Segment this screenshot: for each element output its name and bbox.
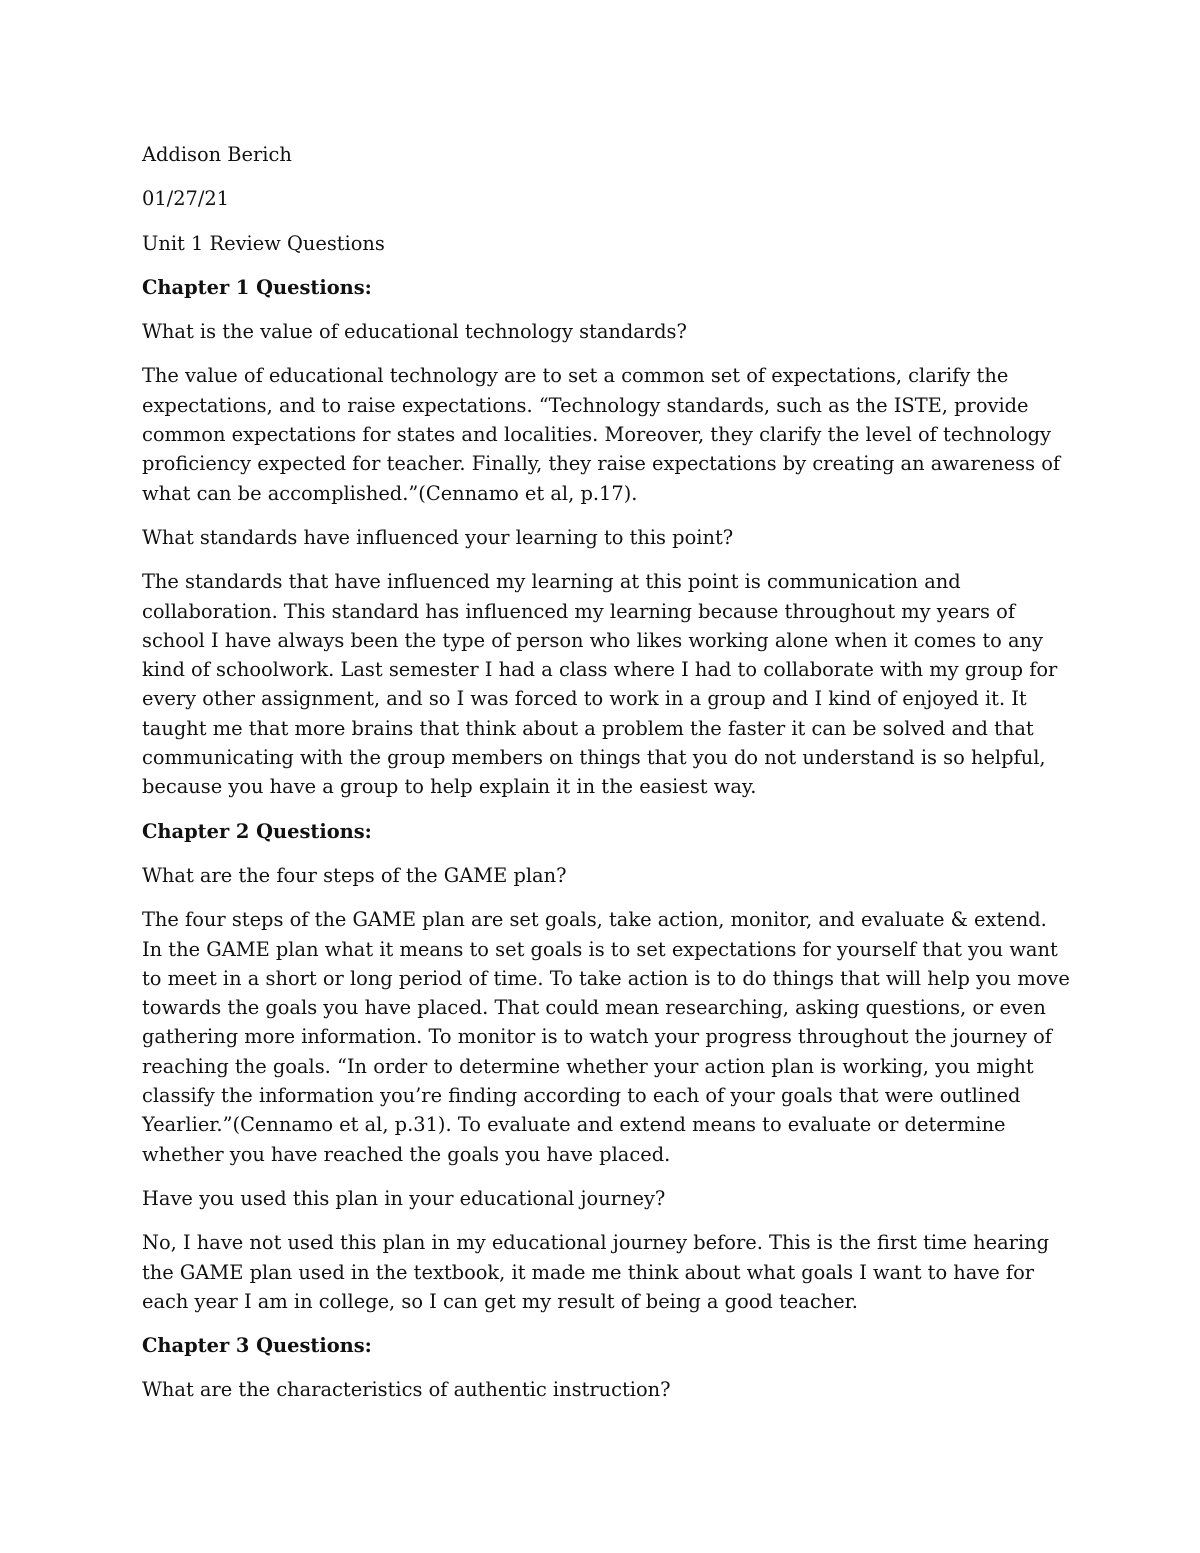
chapter-2-question-2: Have you used this plan in your educational journey? xyxy=(142,1186,666,1210)
author-name: Addison Berich xyxy=(142,143,292,166)
document-page xyxy=(142,140,1072,1420)
chapter-1-question-1: What is the value of educational technology standards? xyxy=(142,320,687,344)
chapter-1-question-2: What standards have influenced your learning to this point? xyxy=(142,525,734,549)
chapter-2-answer-1: The four steps of the GAME plan are set goals, take action, monitor, and evaluate & extend. In the GAME plan what it means to set goals is to set expectations for yourself that you want to meet in a short or long period of time. To take action is to do things that will help you move towards the goals you have placed. That could mean researching, asking questions, or even gathering more information. To monitor is to watch your progress throughout the journey of reaching the goals. “In order to determine whether your action plan is working, you might classify the information you’re finding according to each of your goals that were outlined Yearlier.”(Cennamo et al, p.31). To evaluate and extend means to evaluate or determine whether you have reached the goals you have placed. xyxy=(142,908,1070,1166)
chapter-3-heading: Chapter 3 Questions: xyxy=(142,1334,372,1358)
chapter-3-question-1: What are the characteristics of authentic instruction? xyxy=(142,1378,671,1402)
chapter-2-heading: Chapter 2 Questions: xyxy=(142,819,372,843)
chapter-1-heading: Chapter 1 Questions: xyxy=(142,275,372,299)
document-title: Unit 1 Review Questions xyxy=(142,231,385,255)
chapter-2-question-1: What are the four steps of the GAME plan? xyxy=(142,863,567,887)
chapter-2-answer-2: No, I have not used this plan in my educational journey before. This is the first time hearing the GAME plan used in the textbook, it made me think about what goals I want to have for each year I am in college, so I can get my result of being a good teacher. xyxy=(142,1231,1050,1313)
chapter-1-answer-2: The standards that have influenced my learning at this point is communication and collaboration. This standard has influenced my learning because throughout my years of school I have always been the type of person who likes working alone when it comes to any kind of schoolwork. Last semester I had a class where I had to collaborate with my group for every other assignment, and so I was forced to work in a group and I kind of enjoyed it. It taught me that more brains that think about a problem the faster it can be solved and that communicating with the group members on things that you do not understand is so helpful, because you have a group to help explain it in the easiest way. xyxy=(142,570,1058,799)
chapter-1-answer-1: The value of educational technology are to set a common set of expectations, clarify the expectations, and to raise expectations. “Technology standards, such as the ISTE, provide common expectations for states and localities. Moreover, they clarify the level of technology proficiency expected for teacher. Finally, they raise expectations by creating an awareness of what can be accomplished.”(Cennamo et al, p.17). xyxy=(142,364,1061,505)
document-date: 01/27/21 xyxy=(142,187,230,211)
